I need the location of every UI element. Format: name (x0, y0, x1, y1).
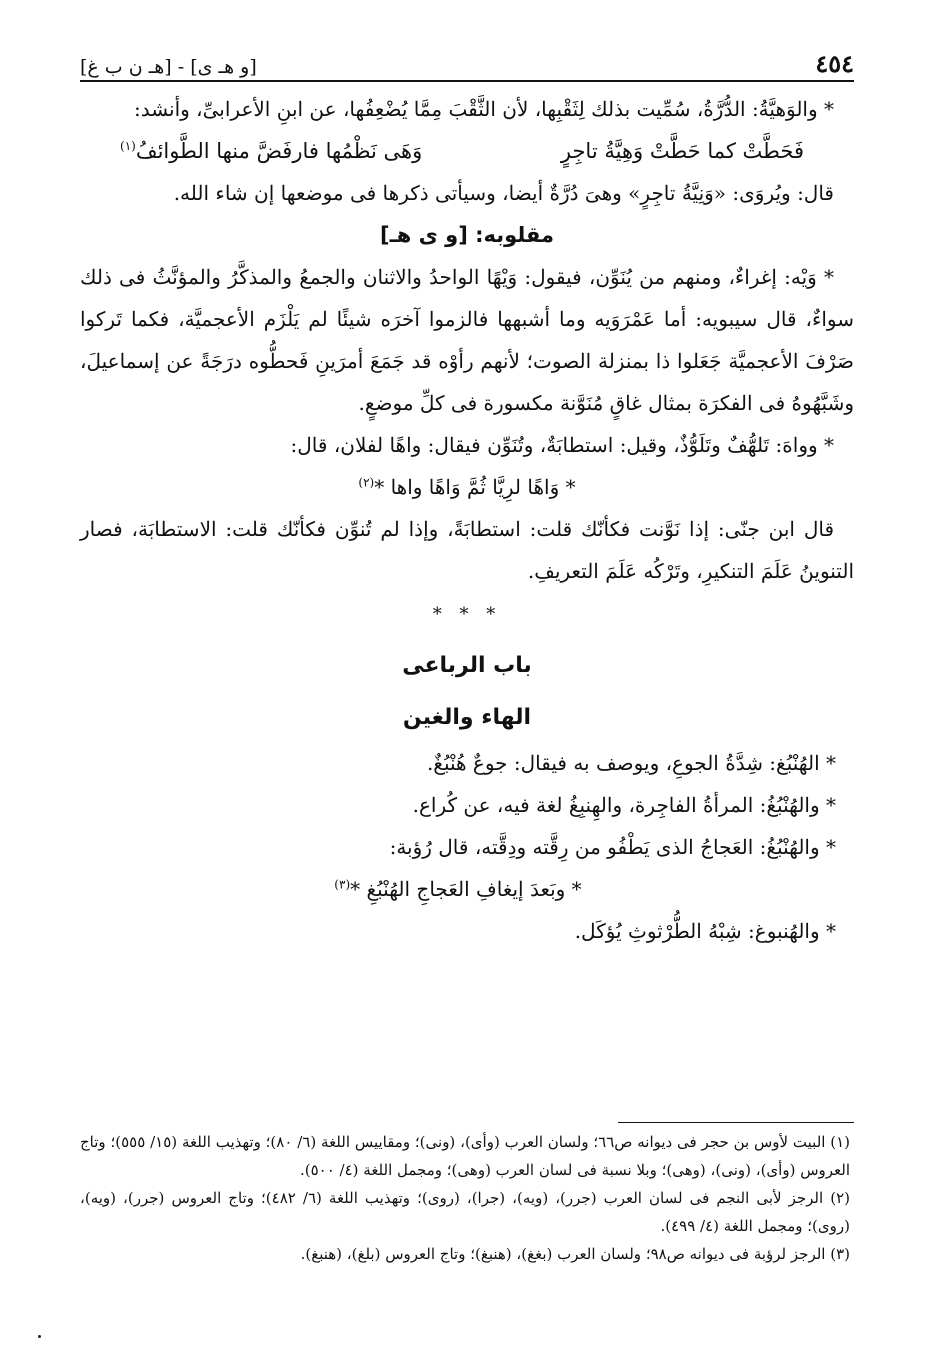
footnote-1: (١) البيت لأوس بن حجر فى ديوانه ص٦٦؛ ولسان العرب (وأى)، (ونى)؛ ومقاييس اللغة (٦/ ٨٠)؛ وتهذيب اللغة (١٥/ ٥٥٥)؛ وتاج العروس (وأى)، (ونى)، (وهى)؛ وبلا نسبة فى لسان العرب (وهى)؛ ومجمل اللغة (٤/ ٥٠٠). (80, 1133, 851, 1179)
paragraph-ibn-jinni: قال ابن جنّى: إذا نَوَّنت فكأنّك قلت: استطابَةً، وإذا لم تُنوِّن فكأنّك قلت: الاستطابَة، فصار التنوينُ عَلَمَ التنكيرِ، وتَرْكُه عَلَمَ التعريفِ. (80, 517, 854, 583)
section-separator: * * * (432, 604, 502, 625)
chapter-heading: باب الرباعى (402, 653, 532, 678)
section-heading-haa-ghayn: الهاء والغين (402, 705, 532, 730)
paragraph-riwaya: قال: ويُروَى: «وَنِيَّةُ تاجِرٍ» وهىَ دُرَّةٌ أيضا، وسيأتى ذكرها فى موضعها إن شاء الله. (173, 181, 834, 205)
footnote-rule (618, 1122, 854, 1123)
footnote-marker: (٢) (358, 475, 375, 490)
entry-wayh: * وَيْه: إغراءٌ، ومنهم من يُنَوِّن، فيقول: وَيْهًا الواحدُ والاثنان والجمعُ والمذكَّرُ والمؤنَّثُ فى ذلك سواءٌ، قال سيبويه: أما عَمْرَوَيه وما أشبهها فالزموا آخرَه شيئًا لم يَلْزَم الأعجميَّة، فكما تَركوا صَرْفَ الأعجميَّة جَعَلوا ذا بمنزلة الصوت؛ لأنهم رأوْه قد جَمَعَ أمرَينِ فَحطُّوه درَجَةً عن إسماعيلَ، وشَبَّهُوهُ فى الفكرَة بمثال غاقٍ مُنَوَّنة مكسورة فى كلِّ موضعٍ. (80, 265, 854, 415)
entry-hunbugh-hunger: * الهُنْبُغ: شِدَّةُ الجوعِ، ويوصف به فيقال: جوعٌ هُنْبُغٌ. (426, 751, 836, 775)
verse-line: * وبَعدَ إيغافِ العَجاجِ الهُنْبُغِ *$^{(٣)}$ (334, 877, 582, 901)
page-number: ٤٥٤ (815, 49, 854, 78)
footnote-3: (٣) الرجز لرؤبة فى ديوانه ص٩٨؛ ولسان العرب (بغغ)، (هنبغ)؛ وتاج العروس (بلغ)، (هنبغ). (300, 1245, 850, 1263)
running-header (80, 42, 854, 78)
entry-waha: * وواهَ: تَلهُّفٌ وتَلَوُّذٌ، وقيل: استطابَةٌ، وتُنَوِّن فيقال: واهًا لفلان، قال: (290, 433, 834, 457)
verse-hemistich-second: وَهَى نَظْمُها فارفَضَّ منها الطَّوائفُ$^{(١)}$ (120, 139, 423, 163)
entry-hunbugh-plant: * والهُنبوغ: شِبْهُ الطُّرْثوثِ يُؤكَل. (574, 919, 836, 943)
verse-line: * وَاهًا لرِيَّا ثُمَّ وَاهًا واها *$^{(٢)}$ (358, 475, 576, 499)
footnote-marker: (١) (120, 139, 136, 153)
header-rule (80, 80, 854, 82)
verse-line (80, 130, 854, 172)
entry-hunbugh-woman: * والهُنْبُغُ: المرأةُ الفاجِرة، والهِنبِغُ لغة فيه، عن كُراع. (412, 793, 836, 817)
section-heading-maqlub: مقلوبه: [و ى هـ] (379, 223, 555, 247)
entry-list (80, 742, 854, 952)
running-title: [و هـ ی] - [هـ ن ب غ] (80, 56, 257, 78)
footnotes (80, 1128, 854, 1268)
footnote-2: (٢) الرجز لأبى النجم فى لسان العرب (جرر)، (ويه)، (جرا)، (روى)؛ وتهذيب اللغة (٦/ ٤٨٢)؛ وتاج العروس (جرر)، (ويه)، (روى)؛ ومجمل اللغة (٤/ ٤٩٩). (80, 1189, 850, 1235)
main-text (80, 88, 854, 952)
verse-hemistich-first: فَحَطَّتْ كما حَطَّتْ وَهِيَّةُ تاجِرٍ (560, 139, 804, 163)
entry-wahiyya: * والوَهيَّةُ: الدُّرَّةُ، سُمِّيت بذلك لِثَقْبِها، لأن الثَّقْبَ مِمَّا يُضْعِفُها، عن ابنِ الأعرابىِّ، وأنشد: (133, 97, 834, 121)
footnote-marker: (٣) (334, 877, 351, 892)
entry-hunbugh-dust: * والهُنْبُغُ: العَجاجُ الذى يَطْفُو من رِقَّته ودِقَّته، قال رُؤبة: (389, 835, 836, 859)
scan-speck (38, 1335, 41, 1338)
